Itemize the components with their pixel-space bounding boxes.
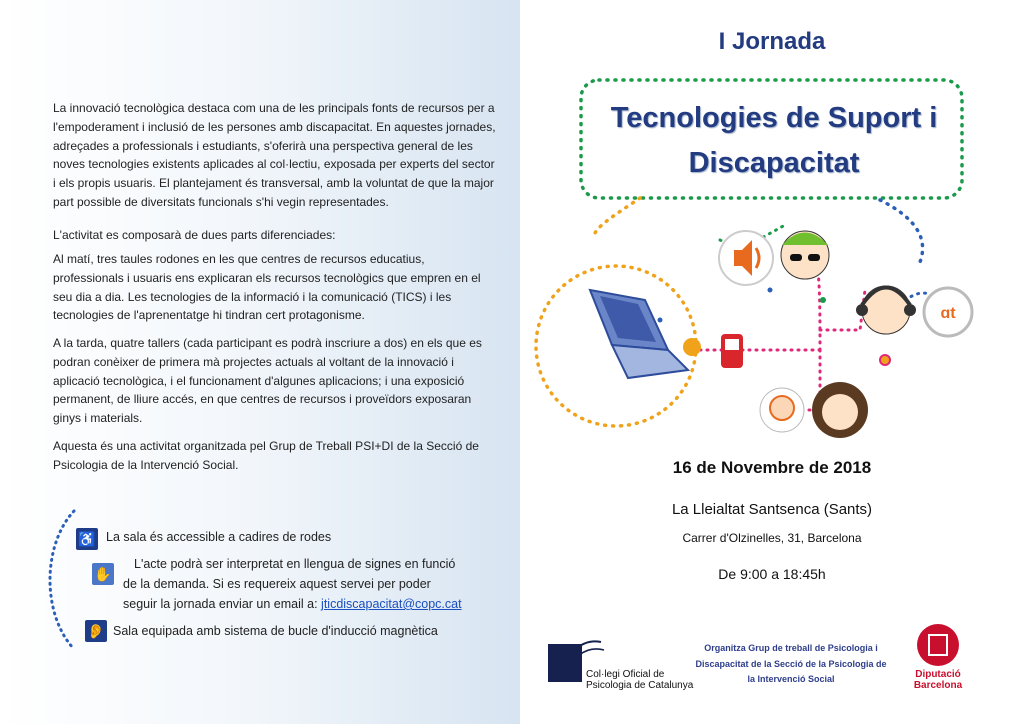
orange-dot — [683, 338, 701, 356]
girl-curly-hair-icon — [812, 382, 868, 438]
hearing-loop-icon: 👂 — [85, 620, 107, 642]
intro-paragraph-3: Al matí, tres taules rodones en les que centres de recursos educatius, professionals i usuaris ens explicaran els recursos tecnològics que empren en el seu dia a dia. Les tecnologies de la informació i la comunicació (TICS) i les tecnologies de l'aprenentatge hi tindran cert protagonisme. — [53, 252, 481, 323]
diputacio-line-2: Barcelona — [913, 680, 963, 691]
intro-paragraph-4: A la tarda, quatre tallers (cada participant es podrà inscriure a dos) en els que es podran conèixer de primera mà projectes actuals al voltant de la innovació i aplicació tecnològica, i el funcionament d'algunes aplicacions; i una exposició permanent, de lliure accés, en que centres de recursos i proveïdors exposaran ginys i materials. — [53, 336, 482, 426]
copc-line-1: Col·legi Oficial de — [586, 669, 665, 680]
boy-face-icon — [781, 231, 829, 279]
event-time: De 9:00 a 18:45h — [718, 566, 826, 582]
diputacio-line-1: Diputació — [915, 669, 961, 680]
event-venue: La Lleialtat Santsenca (Sants) — [671, 501, 873, 518]
wheelchair-text: La sala és accessible a cadires de rodes — [106, 530, 332, 544]
child-speaking-icon — [760, 388, 804, 432]
hearing-loop-text: Sala equipada amb sistema de bucle d'inducció magnètica — [113, 624, 438, 638]
email-link[interactable]: jticdiscapacitat@copc.cat — [321, 597, 462, 611]
copc-logo-text — [586, 669, 693, 691]
organizer-text: Organitza Grup de treball de Psicologia i Discapacitat de la Secció de la Psicologia de la Intervenció Social — [695, 643, 887, 684]
intro-paragraph-2: L'activitat es composarà de dues parts diferenciades: — [53, 228, 336, 242]
audio-description-icon — [924, 288, 972, 336]
laptop-icon — [590, 290, 688, 378]
intro-paragraph-1: La innovació tecnològica destaca com una de les principals fonts de recursos per a l'empoderament i inclusió de les persones amb discapacitat. En aquestes jornades, adreçades a professionals i estudiants, s'oferirà una perspectiva general de les noves tecnologies existents aplicades al col·lectiu, exposada per experts del sector i els propis usuaris. El plantejament és transversal, amb la voluntat de que la major part possible de diversitats funcionals s'hi vegin representades. — [53, 101, 496, 209]
sign-language-icon: ✋ — [92, 563, 114, 585]
copc-logo — [548, 632, 694, 692]
mobile-phone-icon — [721, 334, 743, 368]
diputacio-emblem — [917, 624, 959, 666]
illustration — [520, 0, 1024, 450]
intro-paragraph-5: Aquesta és una activitat organitzada pel Grup de Treball PSI+DI de la Secció de Psicologia de la Intervenció Social. — [53, 439, 479, 472]
right-panel — [520, 0, 1024, 724]
sign-text-line-3 — [123, 595, 462, 614]
event-title-line-2: Tecnologies de Suport i Discapacitat — [610, 102, 938, 179]
wheelchair-icon: ♿ — [76, 528, 98, 550]
copc-logo-figure — [556, 632, 606, 674]
sign-text-line-2: de la demanda. Si es requereix aquest servei per poder — [123, 577, 431, 591]
event-address: Carrer d'Olzinelles, 31, Barcelona — [682, 531, 862, 545]
event-title-line-1: I Jornada — [718, 28, 826, 55]
svg-text:ɑt: ɑt — [940, 305, 956, 322]
diputacio-logo — [908, 624, 968, 704]
sign-text-line-1: L'acte podrà ser interpretat en llengua de signes en funció — [134, 557, 456, 571]
speaker-icon — [719, 231, 773, 285]
sign-text-line-3-label: seguir la jornada enviar un email a: — [123, 597, 318, 611]
event-date: 16 de Novembre de 2018 — [672, 458, 872, 477]
copc-line-2: Psicologia de Catalunya — [586, 680, 694, 691]
